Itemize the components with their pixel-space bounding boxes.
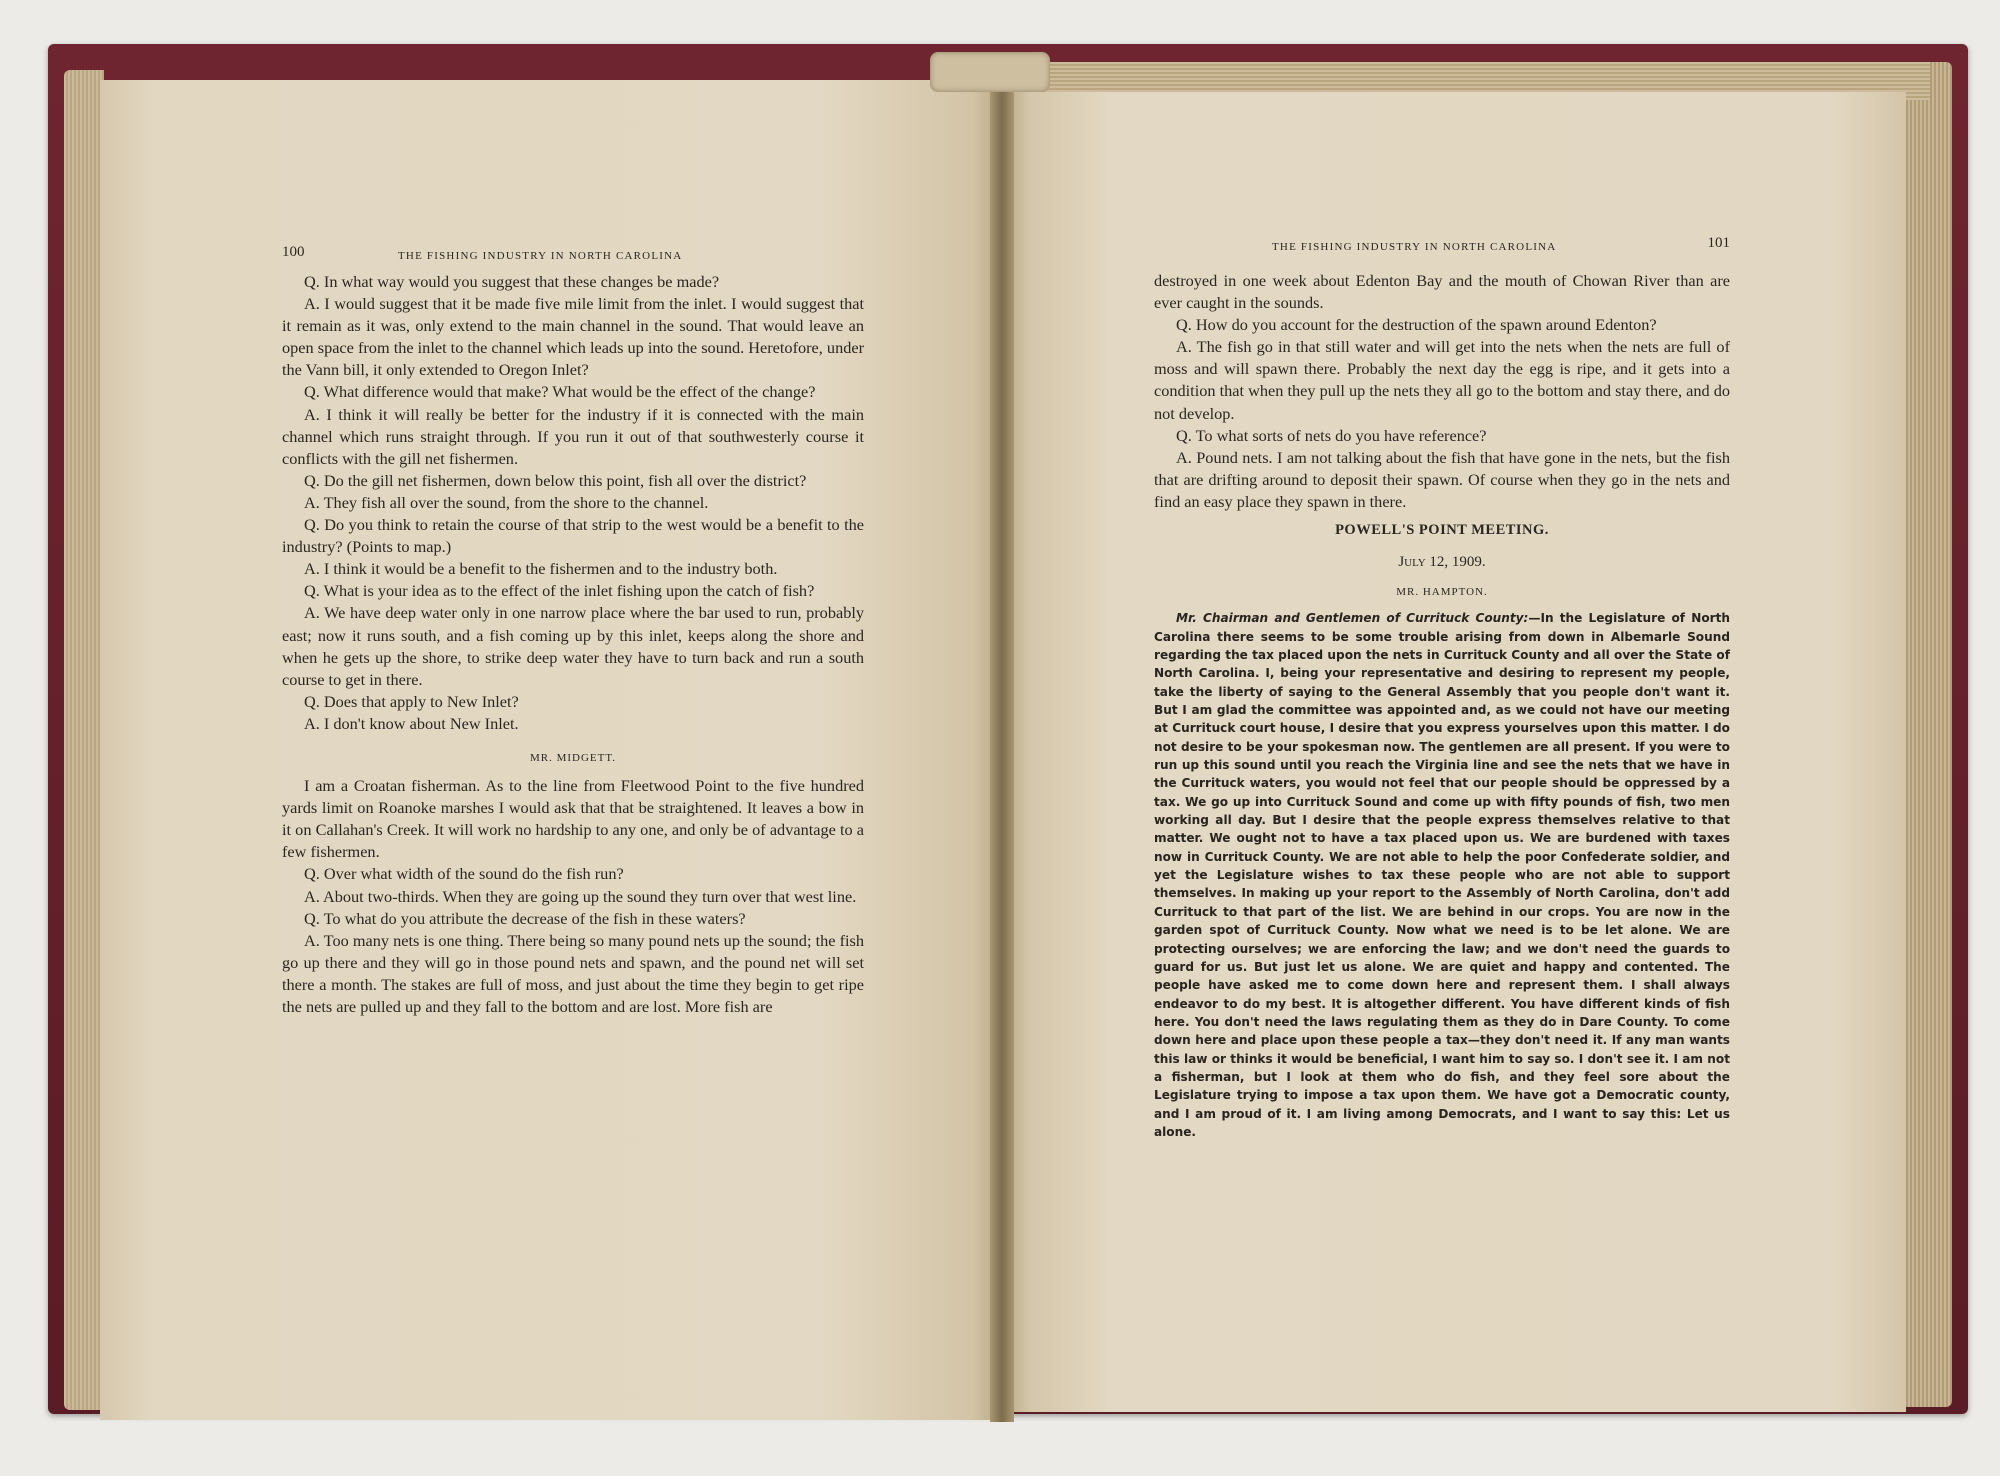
paragraph: Q. Do the gill net fishermen, down below this point, fish all over the district? [304, 470, 807, 490]
speaker-heading-midgett: MR. MIDGETT. [529, 751, 617, 764]
paragraph: A. I don't know about New Inlet. [304, 713, 519, 733]
left-qa-block [282, 271, 864, 735]
page-edges-left [64, 70, 104, 1410]
hampton-speech [1154, 609, 1730, 1141]
paragraph: Q. How do you account for the destruction of the spawn around Edenton? [1176, 315, 1657, 335]
speech-body: —In the Legislature of North Carolina there seems to be some trouble arising from down in Albemarle Sound regarding the tax placed upon the nets in Currituck County and all over the State of North Carolina. I, being your representative and desiring to represent my people, take the liberty of saying to the General Assembly that you people don't want it. But I am glad the committee was appointed and, as we could not have our meeting at Currituck court house, I desire that you express yourselves upon this matter. I do not desire to be your spokesman now. The gentlemen are all present. If you were to run up this sound until you reach the Virginia line and see the nets that we have in the Currituck waters, you would not feel that our people should be oppressed by a tax. We go up into Currituck Sound and come up with fifty pounds of fish, two men working all day. But I desire that the people express themselves relative to that matter. We ought not to have a tax placed upon us. We are burdened with taxes now in Currituck County. We are not able to help the poor Confederate soldier, and yet the Legislature wishes to tax these people who are not able to support themselves. In making up your report to the Assembly of North Carolina, don't add Currituck to that part of the list. We are behind in our crops. You are now in the garden spot of Currituck County. Now what we need is to be let alone. We are protecting ourselves; we are enforcing the law; and we don't need the guards to guard for us. But just let us alone. We are quiet and happy and contented. The people have asked me to come down here and represent them. I shall always endeavor to do my best. It is altogether different. You have different kinds of fish here. You don't need the laws regulating them as they do in Dare County. To come down here and place upon these people a tax—they don't need it. If any man wants this law or thinks it would be beneficial, I want him to say so. I don't see it. I am not a fisherman, but I look at them who do fish, and they feel sore about the Legislature trying to impose a tax upon them. We have got a Democratic county, and I am proud of it. I am living among Democrats, and I want to say this: Let us alone. [1154, 611, 1730, 1139]
speaker-heading-hampton: MR. HAMPTON. [1396, 586, 1488, 599]
speech-salutation: Mr. Chairman and Gentlemen of Currituck County: [1176, 611, 1529, 626]
book-gutter [990, 62, 1014, 1422]
paragraph: A. I would suggest that it be made five mile limit from the inlet. I would suggest that it remain as it was, only extend to the main channel in the sound. That would leave an open space from the inlet to the channel which leads up into the sound. Heretofore, under the Vann bill, it only extended to Oregon Inlet? [282, 294, 864, 380]
paragraph: Q. To what do you attribute the decrease of the fish in these waters? [304, 908, 746, 928]
paragraph: Q. What is your idea as to the effect of the inlet fishing upon the catch of fish? [304, 581, 815, 601]
paragraph: A. Pound nets. I am not talking about the fish that have gone in the nets, but the fish that are drifting around to deposit their spawn. Of course when they go in the nets and find an easy place they spawn in there. [1154, 447, 1730, 511]
paragraph: Q. What difference would that make? What would be the effect of the change? [304, 382, 816, 402]
right-running-title: THE FISHING INDUSTRY IN NORTH CAROLINA [1272, 241, 1557, 253]
paragraph: I am a Croatan fisherman. As to the line from Fleetwood Point to the five hundred yards limit on Roanoke marshes I would ask that that be straightened. It leaves a bow in it on Callahan's Creek. It will work no hardship to any one, and only be of advantage to a few fishermen. [282, 776, 864, 862]
paragraph: A. About two-thirds. When they are going up the sound they turn over that west line. [304, 886, 857, 906]
left-running-title: THE FISHING INDUSTRY IN NORTH CAROLINA [398, 250, 683, 262]
meeting-title: POWELL'S POINT MEETING. [1335, 522, 1549, 539]
meeting-date: July 12, 1909. [1398, 554, 1486, 571]
paragraph: Q. To what sorts of nets do you have reference? [1176, 425, 1487, 445]
continuation-paragraph: destroyed in one week about Edenton Bay and the mouth of Chowan River than are ever caught in the sounds. [1154, 271, 1730, 313]
paragraph: A. Too many nets is one thing. There being so many pound nets up the sound; the fish go up there and they will go in those pound nets and spawn, and the pound net will set there a month. The stakes are full of moss, and just about the time they begin to get ripe the nets are pulled up and they fall to the bottom and are lost. More fish are [282, 930, 864, 1016]
right-page-text [1154, 235, 1730, 1141]
paragraph: A. They fish all over the sound, from the shore to the channel. [304, 492, 709, 512]
left-running-header [282, 245, 864, 271]
page-edges-right [1900, 62, 1952, 1407]
paragraph: Q. Do you think to retain the course of that strip to the west would be a benefit to the industry? (Points to map.) [282, 515, 864, 557]
spine-binding [930, 52, 1050, 92]
left-page-number: 100 [282, 244, 305, 260]
paragraph: A. I think it will really be better for the industry if it is connected with the main channel which runs straight through. If you run it out of that southwesterly course it conflicts with the gill net fishermen. [282, 404, 864, 468]
right-page-number: 101 [1707, 235, 1730, 251]
paragraph: Q. In what way would you suggest that these changes be made? [304, 272, 720, 291]
paragraph: A. The fish go in that still water and will get into the nets when the nets are full of moss and will spawn there. Probably the next day the egg is ripe, and it gets into a condition that when they pull up the nets they all go to the bottom and stay there, and do not develop. [1154, 337, 1730, 423]
right-running-header [1154, 236, 1730, 262]
left-page-text [282, 245, 864, 1018]
paragraph: Q. Does that apply to New Inlet? [304, 691, 519, 711]
paragraph: A. I think it would be a benefit to the fishermen and to the industry both. [304, 559, 778, 579]
paragraph: A. We have deep water only in one narrow place where the bar used to run, probably east; now it runs south, and a fish coming up by this inlet, keeps along the shore and when he gets up the shore, to strike deep water they have to turn back and run a south course to get in there. [282, 603, 864, 689]
midgett-testimony [282, 775, 864, 1018]
paragraph: Q. Over what width of the sound do the fish run? [304, 864, 624, 884]
